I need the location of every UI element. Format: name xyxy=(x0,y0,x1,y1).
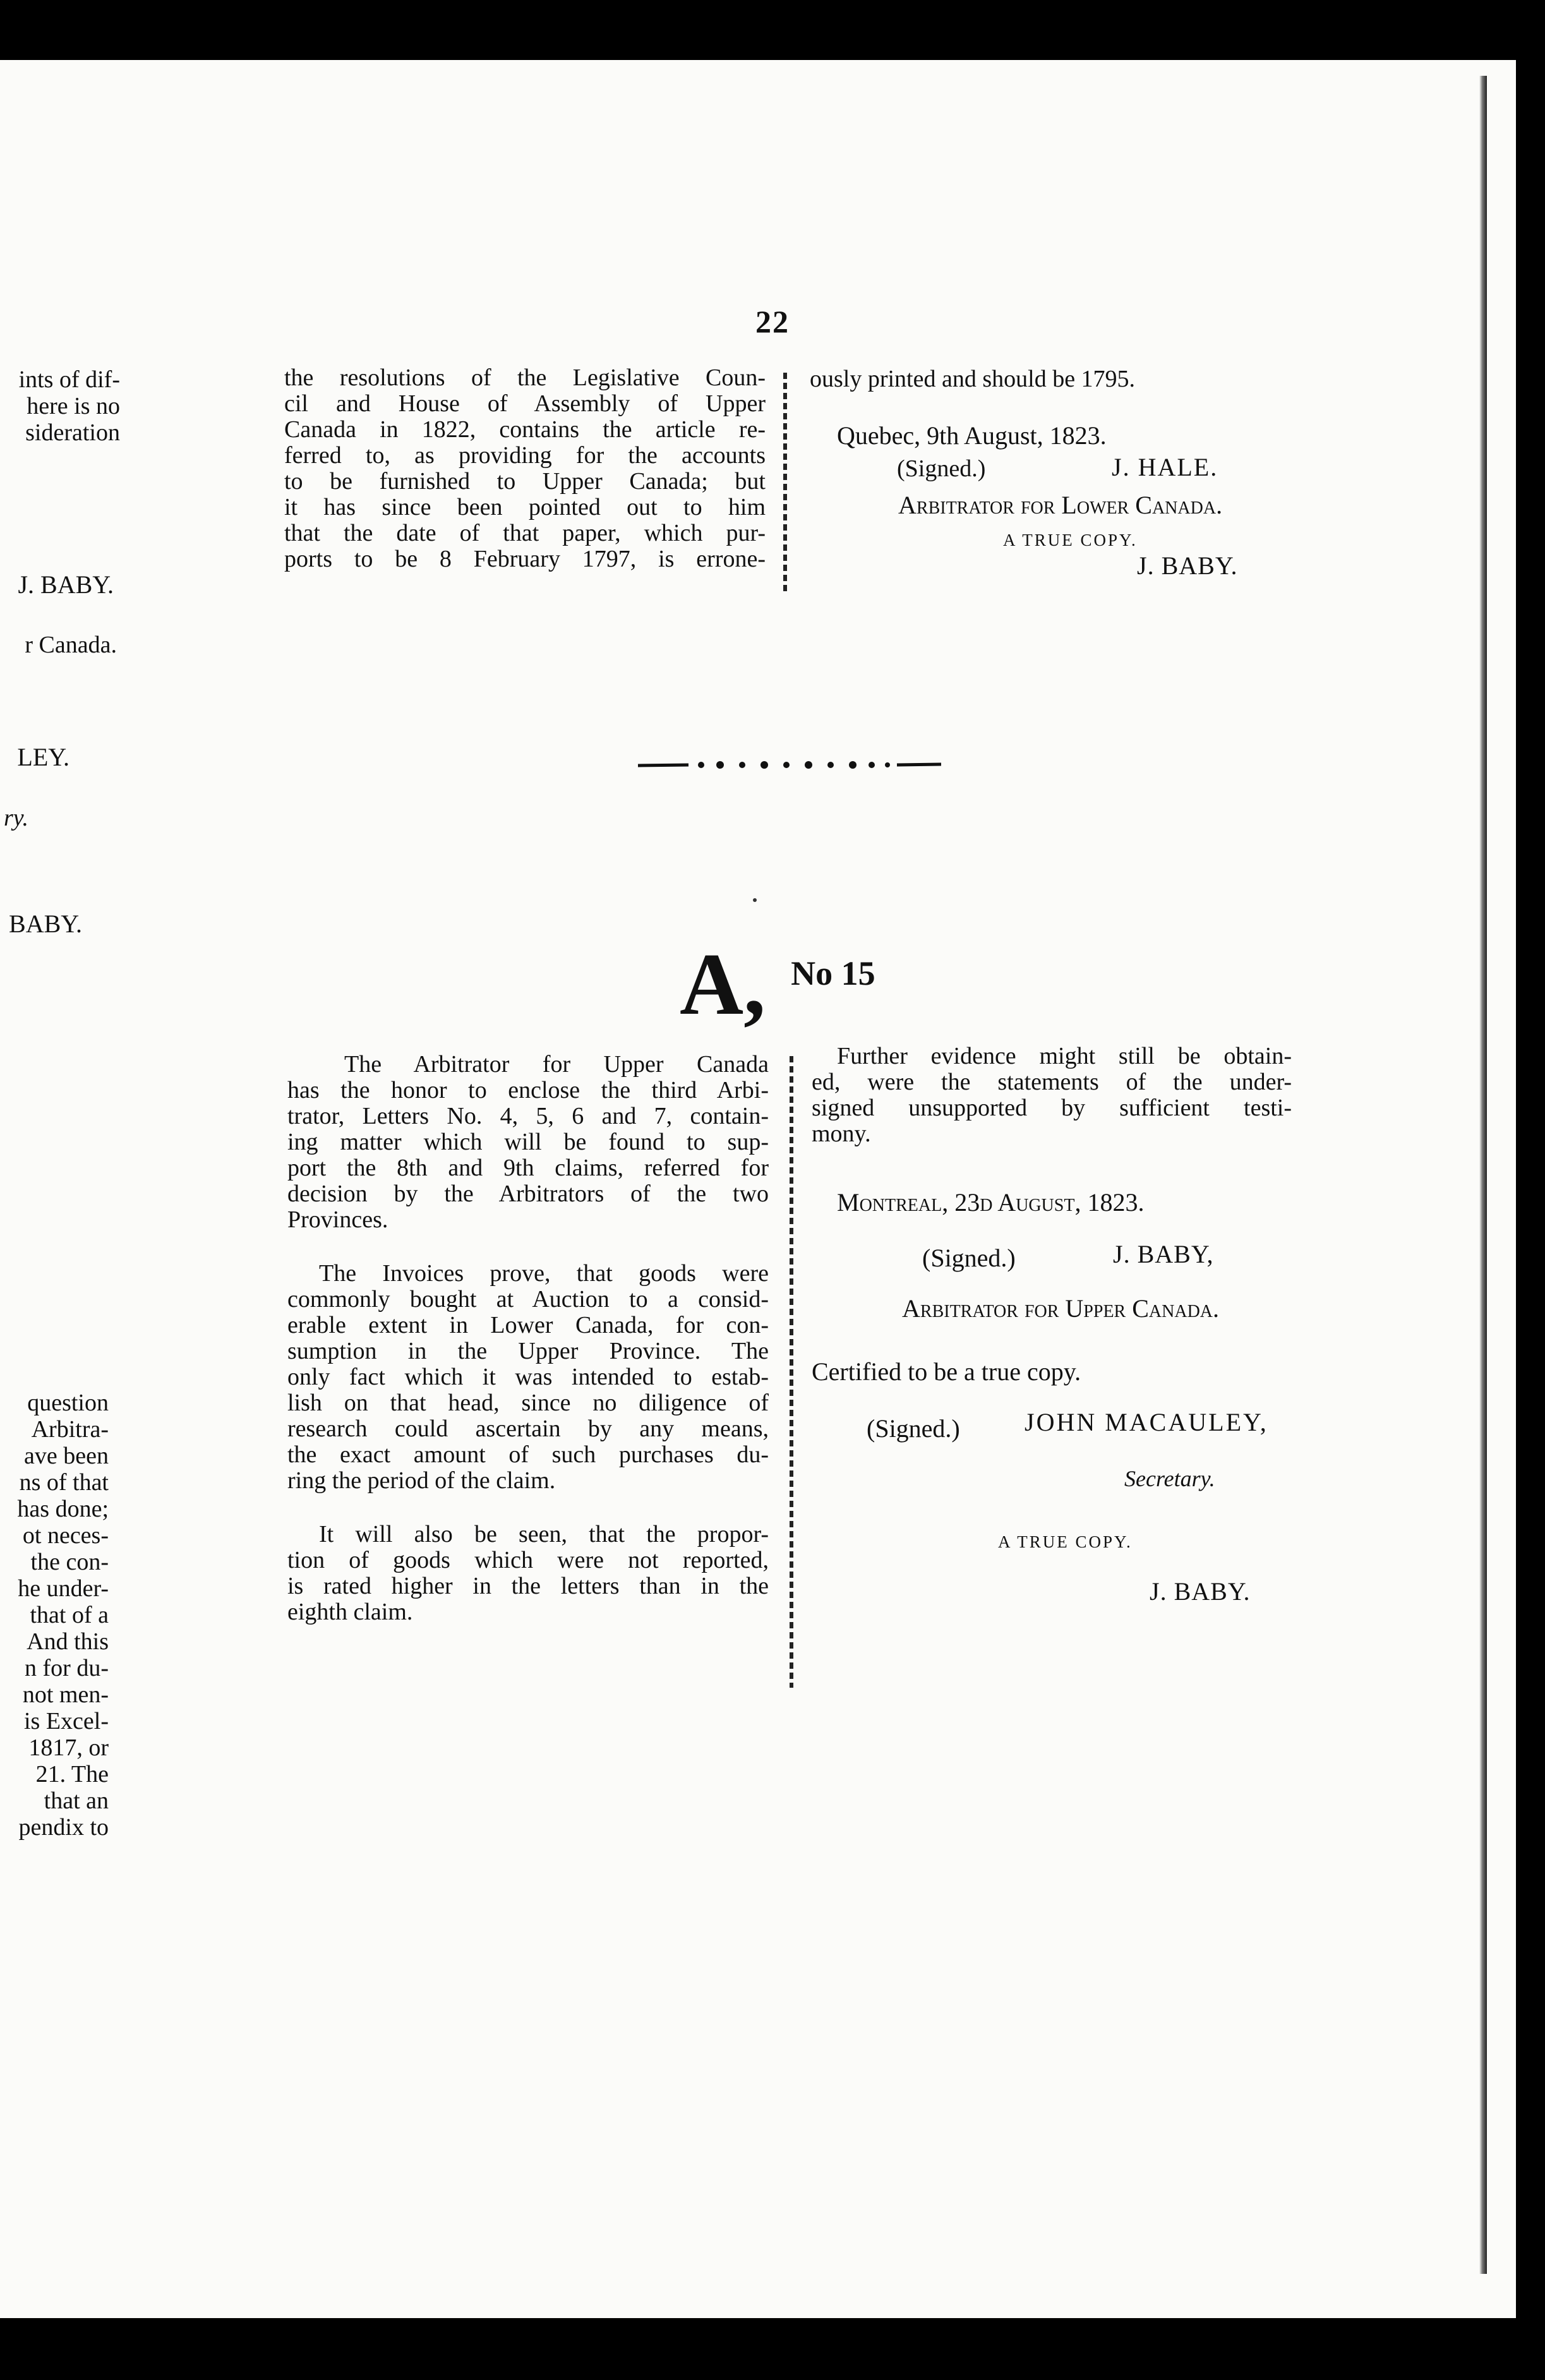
text-line: The Invoices prove, that goods were xyxy=(319,1261,769,1287)
text-line: tion of goods which were not reported, xyxy=(287,1548,769,1573)
left-fragment-sig1: J. BABY. xyxy=(18,572,114,598)
text-line: ferred to, as providing for the accounts xyxy=(284,443,766,469)
left-fragment-sig5: BABY. xyxy=(9,911,82,937)
right-place-date: Montreal, 23d August, 1823. xyxy=(837,1188,1145,1217)
text-line: has the honor to enclose the third Arbi- xyxy=(287,1078,769,1103)
fragment-line: And this xyxy=(27,1628,109,1655)
fragment-line: ints of dif- xyxy=(18,366,120,393)
text-line: to be furnished to Upper Canada; but xyxy=(284,469,766,495)
right-true-copy: A TRUE COPY. xyxy=(998,1532,1133,1551)
top-right-name: J. HALE. xyxy=(1112,453,1218,481)
text-line: Further evidence might still be obtain- xyxy=(837,1043,1292,1069)
top-right-title: Arbitrator for Lower Canada. xyxy=(898,491,1223,519)
text-line: the exact amount of such purchases du- xyxy=(287,1442,769,1468)
text-line: sumption in the Upper Province. The xyxy=(287,1338,769,1364)
text-line: trator, Letters No. 4, 5, 6 and 7, contain- xyxy=(287,1103,769,1129)
top-left-column xyxy=(284,365,766,572)
fragment-line: sideration xyxy=(25,419,120,446)
text-line: It will also be seen, that the propor- xyxy=(319,1522,769,1548)
fragment-line: has done; xyxy=(17,1496,109,1522)
fragment-line: ave been xyxy=(24,1443,109,1469)
fragment-line: the con- xyxy=(30,1549,109,1575)
fragment-line: is Excel- xyxy=(23,1708,109,1734)
fragment-line: ot neces- xyxy=(22,1522,109,1549)
book-spine-shadow xyxy=(1479,76,1487,2274)
page-edge xyxy=(1516,60,1545,2318)
left-fragment-bottom xyxy=(0,1390,109,1841)
fragment-line: he under- xyxy=(18,1575,109,1602)
main-right-column xyxy=(812,1043,1292,1147)
text-line: the resolutions of the Legislative Coun- xyxy=(284,365,766,391)
top-right-signed: (Signed.) xyxy=(897,455,986,482)
text-line: it has since been pointed out to him xyxy=(284,495,766,520)
text-line: cil and House of Assembly of Upper xyxy=(284,391,766,417)
fragment-line: that of a xyxy=(30,1602,109,1628)
text-line: ring the period of the claim. xyxy=(287,1468,556,1494)
fragment-line: n for du- xyxy=(25,1655,109,1681)
right-copy-name: J. BABY. xyxy=(1150,1577,1251,1606)
ornament-divider xyxy=(638,755,941,774)
top-right-place-date: Quebec, 9th August, 1823. xyxy=(837,421,1107,450)
left-fragment-top xyxy=(0,366,120,446)
text-line: mony. xyxy=(812,1121,871,1147)
section-heading xyxy=(680,934,875,1035)
fragment-line: here is no xyxy=(27,393,120,419)
fragment-line: Arbitra- xyxy=(31,1416,109,1443)
speck xyxy=(753,898,757,902)
main-left-column xyxy=(287,1052,769,1625)
fragment-line: question xyxy=(27,1390,109,1416)
fragment-line: pendix to xyxy=(18,1814,109,1841)
text-line: eighth claim. xyxy=(287,1599,413,1625)
right-certified: Certified to be a true copy. xyxy=(812,1357,1081,1386)
text-line: that the date of that paper, which pur- xyxy=(284,520,766,546)
fragment-line: ns of that xyxy=(19,1469,109,1496)
right-signed-2: (Signed.) xyxy=(867,1414,960,1443)
right-name: J. BABY, xyxy=(1113,1240,1214,1268)
text-line: Provinces. xyxy=(287,1207,388,1233)
text-line: port the 8th and 9th claims, referred for xyxy=(287,1155,769,1181)
heading-number: No 15 xyxy=(791,954,875,992)
left-fragment-sig2: r Canada. xyxy=(25,632,117,658)
top-right-true-copy: A TRUE COPY. xyxy=(1003,531,1138,550)
text-line: The Arbitrator for Upper Canada xyxy=(344,1052,769,1078)
fragment-line: not men- xyxy=(22,1681,109,1708)
text-line: only fact which it was intended to estab- xyxy=(287,1364,769,1390)
text-line: lish on that head, since no diligence of xyxy=(287,1390,769,1416)
left-fragment-sig3: LEY. xyxy=(17,744,69,771)
text-line: ing matter which will be found to sup- xyxy=(287,1129,769,1155)
column-divider-main xyxy=(790,1056,793,1688)
right-secretary-title: Secretary. xyxy=(1124,1466,1215,1491)
text-line: erable extent in Lower Canada, for con- xyxy=(287,1313,769,1338)
fragment-line: 21. The xyxy=(35,1761,109,1788)
heading-letter: A, xyxy=(680,935,766,1033)
text-line: ports to be 8 February 1797, is errone- xyxy=(284,546,766,572)
right-signed: (Signed.) xyxy=(922,1244,1016,1272)
top-right-continuation: ously printed and should be 1795. xyxy=(810,366,1136,392)
column-divider-top xyxy=(783,373,787,594)
text-line: signed unsupported by sufficient testi- xyxy=(812,1095,1292,1121)
text-line: commonly bought at Auction to a consid- xyxy=(287,1287,769,1313)
text-line: decision by the Arbitrators of the two xyxy=(287,1181,769,1207)
right-secretary-name: JOHN MACAULEY, xyxy=(1025,1408,1268,1436)
text-line: is rated higher in the letters than in the xyxy=(287,1573,769,1599)
text-line: Canada in 1822, contains the article re- xyxy=(284,417,766,443)
text-line: ed, were the statements of the under- xyxy=(812,1069,1292,1095)
right-title: Arbitrator for Upper Canada. xyxy=(902,1294,1220,1323)
text-line: research could ascertain by any means, xyxy=(287,1416,769,1442)
fragment-line: that an xyxy=(44,1788,109,1814)
top-right-copy-name: J. BABY. xyxy=(1137,551,1238,580)
fragment-line: 1817, or xyxy=(28,1734,109,1761)
page-number: 22 xyxy=(755,304,790,339)
left-fragment-sig4: ry. xyxy=(3,805,28,831)
